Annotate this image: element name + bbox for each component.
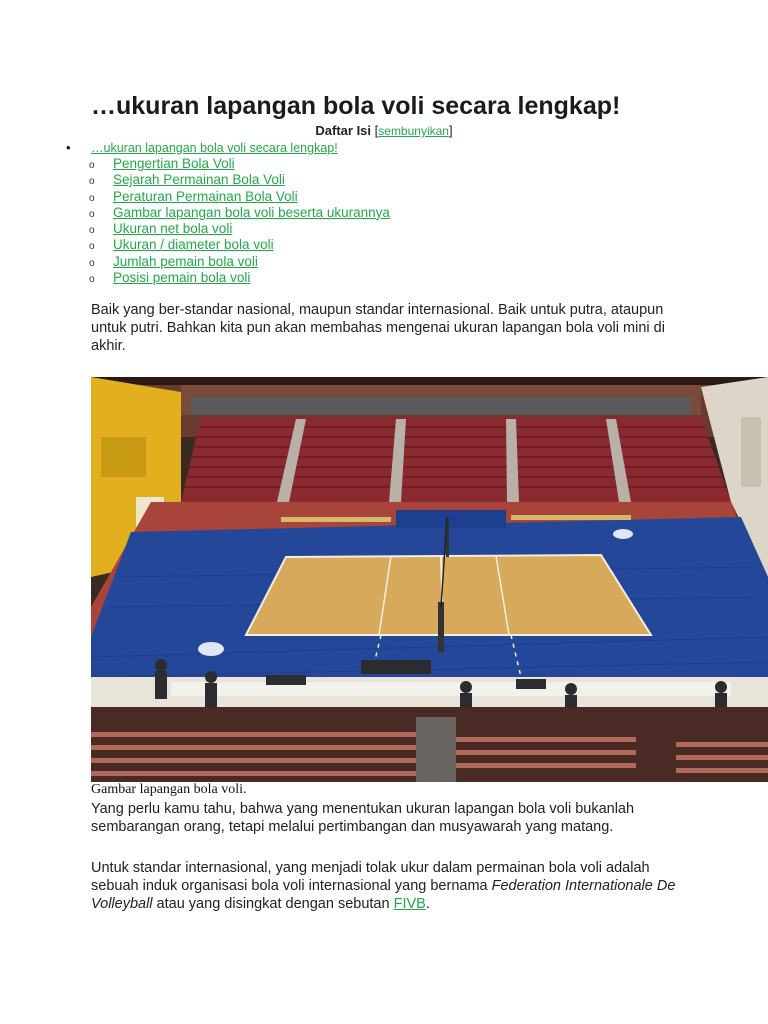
toc-hide-link[interactable]: sembunyikan [378, 124, 449, 138]
page-heading: …ukuran lapangan bola voli secara lengkap! [91, 92, 621, 120]
paragraph-3-text-end: . [425, 896, 430, 912]
toc-sub-item [66, 205, 390, 221]
image-caption: Gambar lapangan bola voli. [91, 782, 247, 797]
fivb-full-name: Federation Internationale De Volleyball [91, 878, 676, 912]
toc-sub-item [66, 156, 390, 172]
circle-bullet-icon: o [89, 176, 95, 188]
circle-bullet-icon: o [89, 192, 95, 204]
table-of-contents [66, 140, 390, 286]
toc-sub-item [66, 270, 390, 286]
toc-sub-link[interactable]: Jumlah pemain bola voli [113, 253, 258, 269]
toc-sub-link[interactable]: Sejarah Permainan Bola Voli [113, 172, 285, 188]
circle-bullet-icon: o [89, 160, 95, 171]
circle-bullet-icon: o [89, 274, 95, 286]
bullet-icon: • [66, 140, 71, 155]
paragraph-3-text-start: Untuk standar internasional, yang menjadi tolak ukur dalam permainan bola voli adalah sebuah induk organisasi bola voli internasional yang bernama [91, 860, 650, 894]
toc-sub-list-wrapper [66, 156, 390, 286]
toc-sub-link[interactable]: Posisi pemain bola voli [113, 270, 251, 286]
circle-bullet-icon: o [89, 257, 95, 269]
toc-sub-item [66, 237, 390, 253]
toc-header [0, 123, 768, 138]
circle-bullet-icon: o [89, 208, 95, 220]
toc-bracket-close: ] [448, 123, 453, 138]
court-illustration [91, 377, 768, 782]
toc-sub-link[interactable]: Gambar lapangan bola voli beserta ukurannya [113, 204, 390, 220]
toc-bracket-open: [ [371, 123, 379, 138]
toc-sub-link[interactable]: Pengertian Bola Voli [113, 156, 235, 171]
toc-sub-item [66, 221, 390, 237]
fivb-link[interactable]: FIVB [393, 896, 426, 912]
paragraph-3-text-middle: atau yang disingkat dengan sebutan [152, 896, 394, 912]
paragraph-2: Yang perlu kamu tahu, bahwa yang menentukan ukuran lapangan bola voli bukanlah sembarangan orang, tetapi melalui pertimbangan dan musyawarah yang matang. [91, 801, 635, 835]
circle-bullet-icon: o [89, 241, 95, 253]
volleyball-court-photo [91, 377, 768, 782]
toc-sub-item [66, 172, 390, 188]
circle-bullet-icon: o [89, 225, 95, 237]
toc-sub-link[interactable]: Ukuran net bola voli [113, 221, 233, 237]
toc-link-main[interactable]: …ukuran lapangan bola voli secara lengkap! [91, 141, 338, 155]
toc-sub-link[interactable]: Ukuran / diameter bola voli [113, 237, 274, 253]
toc-sub-link[interactable]: Peraturan Permainan Bola Voli [113, 188, 298, 204]
toc-sub-item [66, 189, 390, 205]
toc-sub-item [66, 254, 390, 270]
intro-paragraph: Baik yang ber-standar nasional, maupun standar internasional. Baik untuk putra, ataupun untuk putri. Bahkan kita pun akan membahas mengenai ukuran lapangan bola voli mini di akhir. [91, 302, 665, 354]
toc-title: Daftar Isi [315, 123, 372, 138]
paragraph-3 [91, 859, 701, 913]
toc-item-main [66, 140, 390, 156]
toc-sub-list [66, 156, 390, 286]
